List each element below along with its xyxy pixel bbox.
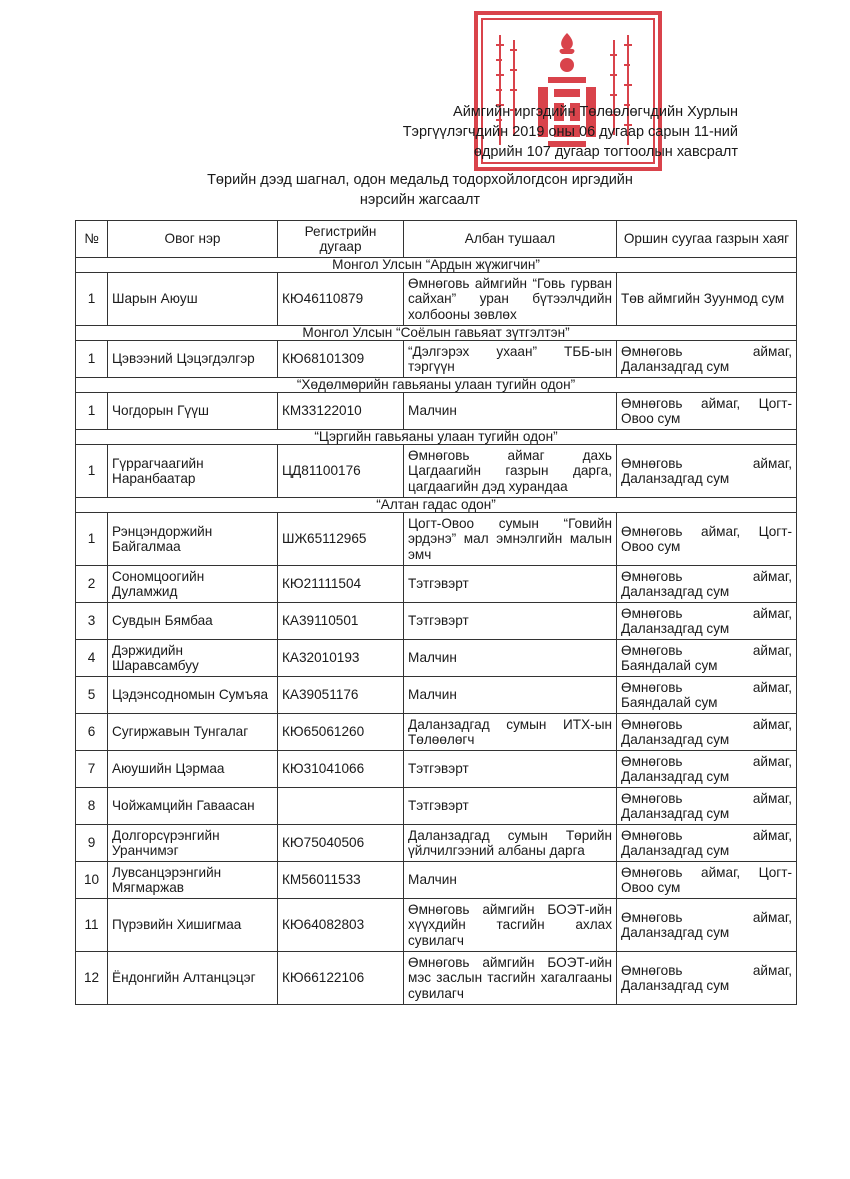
cell-register: КЮ31041066: [278, 751, 404, 788]
section-heading-row: [76, 430, 797, 445]
cell-number: 8: [76, 788, 108, 825]
table-row: [76, 952, 797, 1005]
cell-register: КЮ66122106: [278, 952, 404, 1005]
cell-register: КЮ21111504: [278, 566, 404, 603]
cell-name: Чогдорын Гүүш: [108, 393, 278, 430]
table-row: [76, 341, 797, 378]
cell-address: Өмнөговь аймаг, Даланзадгад сум: [617, 603, 797, 640]
section-heading-row: [76, 258, 797, 273]
cell-number: 4: [76, 640, 108, 677]
cell-number: 6: [76, 714, 108, 751]
cell-position: Өмнөговь аймгийн “Говь гурван сайхан” уран бүтээлчдийн холбооны зөвлөх: [404, 273, 617, 326]
section-title: Монгол Улсын “Ардын жүжигчин”: [76, 258, 797, 273]
cell-number: 1: [76, 341, 108, 378]
table-row: [76, 825, 797, 862]
table-row: [76, 640, 797, 677]
cell-register: ЦД81100176: [278, 445, 404, 498]
cell-register: КЮ75040506: [278, 825, 404, 862]
cell-number: 1: [76, 513, 108, 566]
cell-position: Малчин: [404, 862, 617, 899]
table-row: [76, 445, 797, 498]
cell-name: Лувсанцэрэнгийн Мягмаржав: [108, 862, 278, 899]
cell-position: Тэтгэвэрт: [404, 566, 617, 603]
cell-register: КА39051176: [278, 677, 404, 714]
column-header-register: Регистрийн дугаар: [278, 221, 404, 258]
table-row: [76, 273, 797, 326]
cell-address: Өмнөговь аймаг, Баяндалай сум: [617, 677, 797, 714]
cell-number: 12: [76, 952, 108, 1005]
cell-number: 2: [76, 566, 108, 603]
cell-address: Өмнөговь аймаг, Даланзадгад сум: [617, 714, 797, 751]
table-row: [76, 714, 797, 751]
cell-number: 1: [76, 393, 108, 430]
cell-position: Өмнөговь аймгийн БОЭТ-ийн мэс заслын тасгийн хагалгааны сувилагч: [404, 952, 617, 1005]
header-line-3: өдрийн 107 дугаар тогтоолын хавсралт: [473, 144, 738, 160]
cell-register: КЮ68101309: [278, 341, 404, 378]
cell-register: КМ56011533: [278, 862, 404, 899]
cell-position: Малчин: [404, 677, 617, 714]
header-line-2: Тэргүүлэгчдийн 2019 оны 06 дугаар сарын 11-ний: [402, 124, 738, 140]
table-row: [76, 566, 797, 603]
cell-position: Малчин: [404, 393, 617, 430]
cell-number: 10: [76, 862, 108, 899]
cell-address: Өмнөговь аймаг, Даланзадгад сум: [617, 751, 797, 788]
cell-number: 9: [76, 825, 108, 862]
cell-address: Өмнөговь аймаг, Цогт-Овоо сум: [617, 393, 797, 430]
cell-number: 7: [76, 751, 108, 788]
table-row: [76, 603, 797, 640]
cell-address: Өмнөговь аймаг, Цогт-Овоо сум: [617, 862, 797, 899]
cell-position: Тэтгэвэрт: [404, 788, 617, 825]
section-title: “Цэргийн гавьяаны улаан тугийн одон”: [76, 430, 797, 445]
document-title: [120, 170, 720, 210]
cell-register: КЮ65061260: [278, 714, 404, 751]
cell-register: КА32010193: [278, 640, 404, 677]
cell-address: Төв аймгийн Зуунмод сум: [617, 273, 797, 326]
cell-name: Ёндонгийн Алтанцэцэг: [108, 952, 278, 1005]
column-header-name: Овог нэр: [108, 221, 278, 258]
cell-position: Даланзадгад сумын ИТХ-ын Төлөөлөгч: [404, 714, 617, 751]
table-row: [76, 393, 797, 430]
cell-name: Цэвээний Цэцэгдэлгэр: [108, 341, 278, 378]
cell-name: Чойжамцийн Гаваасан: [108, 788, 278, 825]
cell-name: Гүррагчаагийн Наранбаатар: [108, 445, 278, 498]
column-header-address: Оршин суугаа газрын хаяг: [617, 221, 797, 258]
cell-position: Цогт-Овоо сумын “Говийн эрдэнэ” мал эмнэлгийн малын эмч: [404, 513, 617, 566]
cell-register: КЮ46110879: [278, 273, 404, 326]
column-header-position: Албан тушаал: [404, 221, 617, 258]
cell-name: Сономцоогийн Дуламжид: [108, 566, 278, 603]
section-title: “Алтан гадас одон”: [76, 498, 797, 513]
header-line-1: Аймгийн иргэдийн Төлөөлөгчдийн Хурлын: [453, 104, 738, 120]
section-heading-row: [76, 498, 797, 513]
table-row: [76, 788, 797, 825]
cell-address: Өмнөговь аймаг, Даланзадгад сум: [617, 445, 797, 498]
cell-name: Рэнцэндоржийн Байгалмаа: [108, 513, 278, 566]
table-row: [76, 677, 797, 714]
cell-name: Цэдэнсодномын Сумъяа: [108, 677, 278, 714]
cell-number: 3: [76, 603, 108, 640]
table-row: [76, 751, 797, 788]
cell-address: Өмнөговь аймаг, Даланзадгад сум: [617, 899, 797, 952]
cell-address: Өмнөговь аймаг, Баяндалай сум: [617, 640, 797, 677]
cell-position: Тэтгэвэрт: [404, 603, 617, 640]
cell-address: Өмнөговь аймаг, Цогт-Овоо сум: [617, 513, 797, 566]
cell-address: Өмнөговь аймаг, Даланзадгад сум: [617, 341, 797, 378]
cell-number: 1: [76, 445, 108, 498]
cell-name: Сугиржавын Тунгалаг: [108, 714, 278, 751]
cell-address: Өмнөговь аймаг, Даланзадгад сум: [617, 825, 797, 862]
cell-name: Долгорсүрэнгийн Уранчимэг: [108, 825, 278, 862]
cell-name: Шарын Аюуш: [108, 273, 278, 326]
cell-address: Өмнөговь аймаг, Даланзадгад сум: [617, 952, 797, 1005]
cell-position: “Дэлгэрэх ухаан” ТББ-ын тэргүүн: [404, 341, 617, 378]
cell-position: Даланзадгад сумын Төрийн үйлчилгээний албаны дарга: [404, 825, 617, 862]
nominee-table: [75, 220, 797, 1005]
section-heading-row: [76, 326, 797, 341]
table-row: [76, 513, 797, 566]
cell-position: Өмнөговь аймаг дахь Цагдаагийн газрын дарга, цагдаагийн дэд хурандаа: [404, 445, 617, 498]
cell-register: [278, 788, 404, 825]
appendix-header: [403, 102, 738, 162]
section-title: Монгол Улсын “Соёлын гавьяат зүтгэлтэн”: [76, 326, 797, 341]
cell-number: 1: [76, 273, 108, 326]
cell-register: КЮ64082803: [278, 899, 404, 952]
title-line-2: нэрсийн жагсаалт: [359, 192, 481, 208]
cell-name: Сувдын Бямбаа: [108, 603, 278, 640]
section-heading-row: [76, 378, 797, 393]
title-line-1: Төрийн дээд шагнал, одон медальд тодорхойлогдсон иргэдийн: [207, 172, 633, 188]
table-row: [76, 899, 797, 952]
table-header-row: [76, 221, 797, 258]
cell-address: Өмнөговь аймаг, Даланзадгад сум: [617, 788, 797, 825]
cell-name: Пүрэвийн Хишигмаа: [108, 899, 278, 952]
cell-register: КМ33122010: [278, 393, 404, 430]
cell-position: Өмнөговь аймгийн БОЭТ-ийн хүүхдийн тасгийн ахлах сувилагч: [404, 899, 617, 952]
cell-register: ШЖ65112965: [278, 513, 404, 566]
cell-position: Тэтгэвэрт: [404, 751, 617, 788]
cell-name: Дэржидийн Шаравсамбуу: [108, 640, 278, 677]
column-header-number: №: [76, 221, 108, 258]
cell-register: КА39110501: [278, 603, 404, 640]
table-row: [76, 862, 797, 899]
cell-name: Аюушийн Цэрмаа: [108, 751, 278, 788]
cell-number: 11: [76, 899, 108, 952]
section-title: “Хөдөлмөрийн гавьяаны улаан тугийн одон”: [76, 378, 797, 393]
cell-address: Өмнөговь аймаг, Даланзадгад сум: [617, 566, 797, 603]
cell-position: Малчин: [404, 640, 617, 677]
cell-number: 5: [76, 677, 108, 714]
